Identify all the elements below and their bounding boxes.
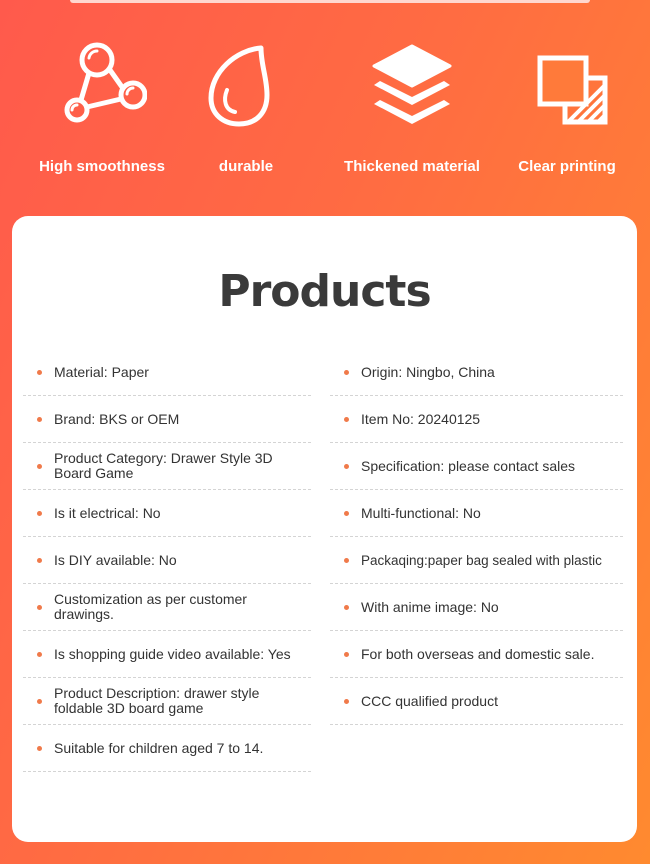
- spec-text: Specification: please contact sales: [361, 457, 576, 474]
- spec-row: [330, 631, 623, 678]
- bullet-dot: [37, 464, 42, 469]
- molecule-icon: [57, 40, 147, 130]
- bullet-dot: [344, 699, 349, 704]
- spec-text: Suitable for children aged 7 to 14.: [54, 739, 264, 756]
- products-title: Products: [218, 266, 431, 317]
- spec-text: Multi-functional: No: [361, 504, 481, 521]
- specs-left-column: [23, 349, 311, 772]
- spec-row: [23, 678, 311, 725]
- feature-clear-printing: [492, 40, 642, 175]
- layers-icon: [367, 40, 457, 130]
- print-squares-icon: [522, 40, 612, 130]
- spec-row: [23, 725, 311, 772]
- spec-text: Material: Paper: [54, 363, 149, 380]
- feature-durable: [171, 40, 321, 175]
- bullet-dot: [344, 370, 349, 375]
- spec-text: Is it electrical: No: [54, 504, 161, 521]
- bullet-dot: [37, 558, 42, 563]
- spec-row: [23, 631, 311, 678]
- spec-row: [330, 396, 623, 443]
- spec-row: [23, 584, 311, 631]
- specs-right-column: [330, 349, 623, 725]
- feature-thickened-material: [337, 40, 487, 175]
- spec-row: [330, 584, 623, 631]
- spec-row: [23, 443, 311, 490]
- feature-label: Clear printing: [518, 158, 616, 175]
- bullet-dot: [37, 652, 42, 657]
- bullet-dot: [37, 417, 42, 422]
- feature-strip: [0, 0, 650, 215]
- spec-row: [23, 490, 311, 537]
- bullet-dot: [37, 370, 42, 375]
- bullet-dot: [37, 746, 42, 751]
- spec-row: [330, 443, 623, 490]
- bullet-dot: [37, 605, 42, 610]
- bullet-dot: [344, 558, 349, 563]
- spec-row: [330, 678, 623, 725]
- bullet-dot: [344, 417, 349, 422]
- spec-text: Brand: BKS or OEM: [54, 410, 180, 427]
- bullet-dot: [344, 464, 349, 469]
- spec-text: Product Category: Drawer Style 3D Board Game: [54, 450, 273, 481]
- bullet-dot: [344, 511, 349, 516]
- spec-text: Is shopping guide video available: Yes: [54, 645, 291, 662]
- feature-label: Thickened material: [344, 158, 480, 175]
- feature-label: High smoothness: [39, 158, 165, 175]
- spec-row: [23, 349, 311, 396]
- bullet-dot: [344, 652, 349, 657]
- spec-text: For both overseas and domestic sale.: [361, 645, 595, 662]
- bullet-dot: [37, 699, 42, 704]
- spec-row: [330, 490, 623, 537]
- spec-text: Is DIY available: No: [54, 551, 177, 568]
- spec-row: [330, 537, 623, 584]
- spec-row: [23, 537, 311, 584]
- feature-label: durable: [218, 158, 274, 175]
- spec-text: Item No: 20240125: [361, 410, 481, 427]
- spec-text: Packaqing:paper bag sealed with plastic: [361, 552, 602, 568]
- spec-text: With anime image: No: [361, 598, 499, 615]
- spec-text: Product Description: drawer style foldable 3D board game: [54, 685, 260, 716]
- spec-row: [23, 396, 311, 443]
- spec-text: Origin: Ningbo, China: [361, 363, 495, 380]
- feature-high-smoothness: [27, 40, 177, 175]
- spec-row: [330, 349, 623, 396]
- products-card: [12, 216, 637, 842]
- bullet-dot: [344, 605, 349, 610]
- drop-icon: [201, 40, 291, 130]
- bullet-dot: [37, 511, 42, 516]
- spec-text: Customization as per customer drawings.: [54, 591, 247, 622]
- spec-text: CCC qualified product: [361, 692, 498, 709]
